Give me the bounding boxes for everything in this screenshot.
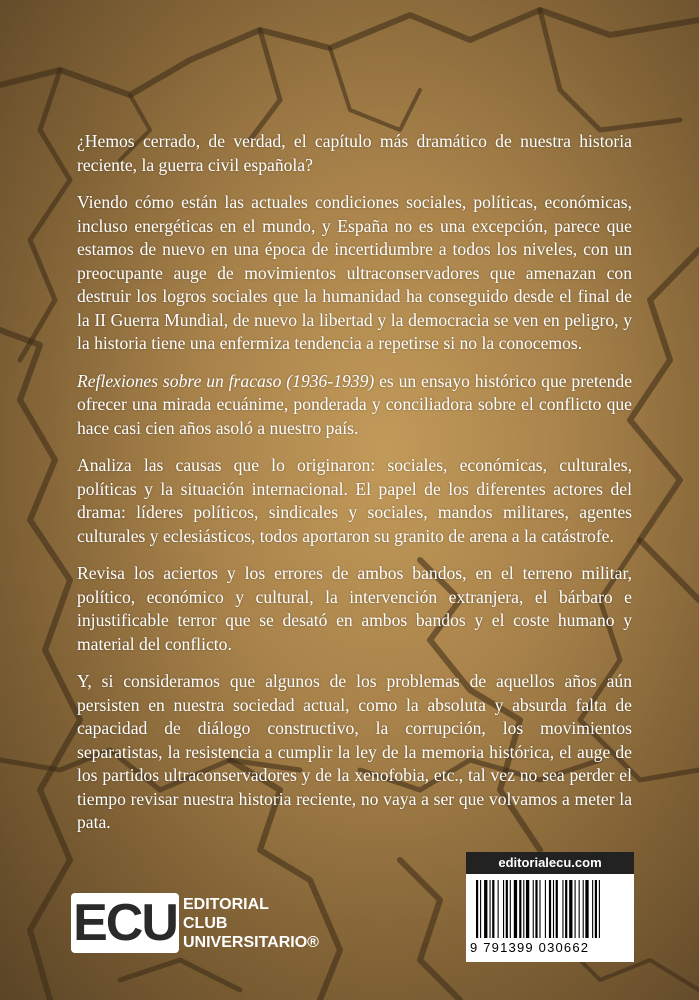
barcode-bar <box>533 880 534 938</box>
barcode-bar <box>539 880 540 938</box>
ecu-logo-letters: ECU <box>73 894 177 952</box>
barcode-bar <box>553 880 554 938</box>
barcode-bar <box>565 880 567 938</box>
barcode-bar <box>585 880 588 938</box>
barcode-bar <box>575 880 576 938</box>
barcode-bar <box>484 880 487 938</box>
blurb-paragraph-6: Y, si consideramos que algunos de los problemas de aquellos años aún persisten en nuestra sociedad actual, como la absoluta y absurda falta de capacidad de diálogo constructivo, la corrupción, los movimientos separatistas, la resistencia a cumplir la ley de la memoria histórica, el auge de los partidos ultraconservadores y de la xenofobia, etc., tal vez no sea perder el tiempo revisar nuestra historia reciente, no vaya a ser que volvamos a meter la pata. <box>77 671 632 832</box>
barcode-bar <box>583 880 584 938</box>
barcode-bar <box>526 880 529 938</box>
barcode-bar <box>503 880 504 938</box>
barcode-bar <box>492 880 494 938</box>
barcode-bar <box>556 880 558 938</box>
blurb-paragraph-4: Analiza las causas que lo originaron: sociales, económicas, culturales, políticas y la situación internacional. El papel de los diferentes actores del drama: líderes políticos, sindicales y sociales, mandos militares, agentes culturales y eclesiásticos, todos aportaron su granito de arena a la catástrofe. <box>77 455 632 546</box>
barcode-bar <box>545 880 546 938</box>
isbn-digits: 9 791399 030662 <box>470 940 590 955</box>
back-cover-blurb <box>77 130 632 849</box>
barcode-bar <box>523 880 524 938</box>
barcode-bar <box>535 880 537 938</box>
publisher-name <box>183 895 323 952</box>
barcode-bar <box>476 880 478 938</box>
barcode-bar <box>592 880 593 938</box>
barcode-bar <box>595 880 597 938</box>
barcode-bar <box>480 880 481 938</box>
publisher-website: editorialecu.com <box>466 852 634 874</box>
barcode-bar <box>514 880 517 938</box>
barcode-bar <box>569 880 572 938</box>
barcode-bar <box>599 880 600 938</box>
barcode-bar <box>510 880 511 938</box>
publisher-logo <box>71 893 319 953</box>
barcode-bar <box>498 880 499 938</box>
isbn-barcode <box>476 880 624 938</box>
barcode-bar <box>519 880 521 938</box>
blurb-paragraph-3-text: es un ensayo histórico que pretende ofrecer una mirada ecuánime, ponderada y conciliadora sobre el conflicto que hace casi cien años asoló a nuestro país. <box>77 370 632 438</box>
barcode-bar <box>562 880 563 938</box>
barcode-bar <box>579 880 580 938</box>
barcode-bar <box>490 880 491 938</box>
publisher-name-line-3: UNIVERSITARIO® <box>183 934 319 951</box>
blurb-paragraph-2: Viendo cómo están las actuales condiciones sociales, políticas, económicas, incluso energéticas en el mundo, y España no es una excepción, parece que estamos de nuevo en una época de incertidumbre a todos los niveles, con un preocupante auge de movimientos ultraconservadores que amenazan con destruir los logros sociales que la humanidad ha conseguido desde el final de la II Guerra Mundial, de nuevo la libertad y la democracia se ven en peligro, y la historia tiene una enfermiza tendencia a repetirse si no la conocemos. <box>77 192 632 353</box>
publisher-name-line-1: EDITORIAL <box>183 896 269 913</box>
book-title-italic: Reflexiones sobre un fracaso (1936-1939) <box>77 370 375 391</box>
blurb-paragraph-1: ¿Hemos cerrado, de verdad, el capítulo más dramático de nuestra historia reciente, la guerra civil española? <box>77 131 632 175</box>
barcode-panel <box>466 852 634 962</box>
barcode-bar <box>506 880 508 938</box>
publisher-name-line-2: CLUB <box>183 915 228 932</box>
blurb-paragraph-3 <box>77 370 632 441</box>
barcode-bar <box>549 880 551 938</box>
blurb-paragraph-5: Revisa los aciertos y los errores de ambos bandos, en el terreno militar, político, económico y cultural, la intervención extranjera, el bárbaro e injustificable terror que se desató en ambos bandos y el coste humano y material del conflicto. <box>77 563 632 654</box>
